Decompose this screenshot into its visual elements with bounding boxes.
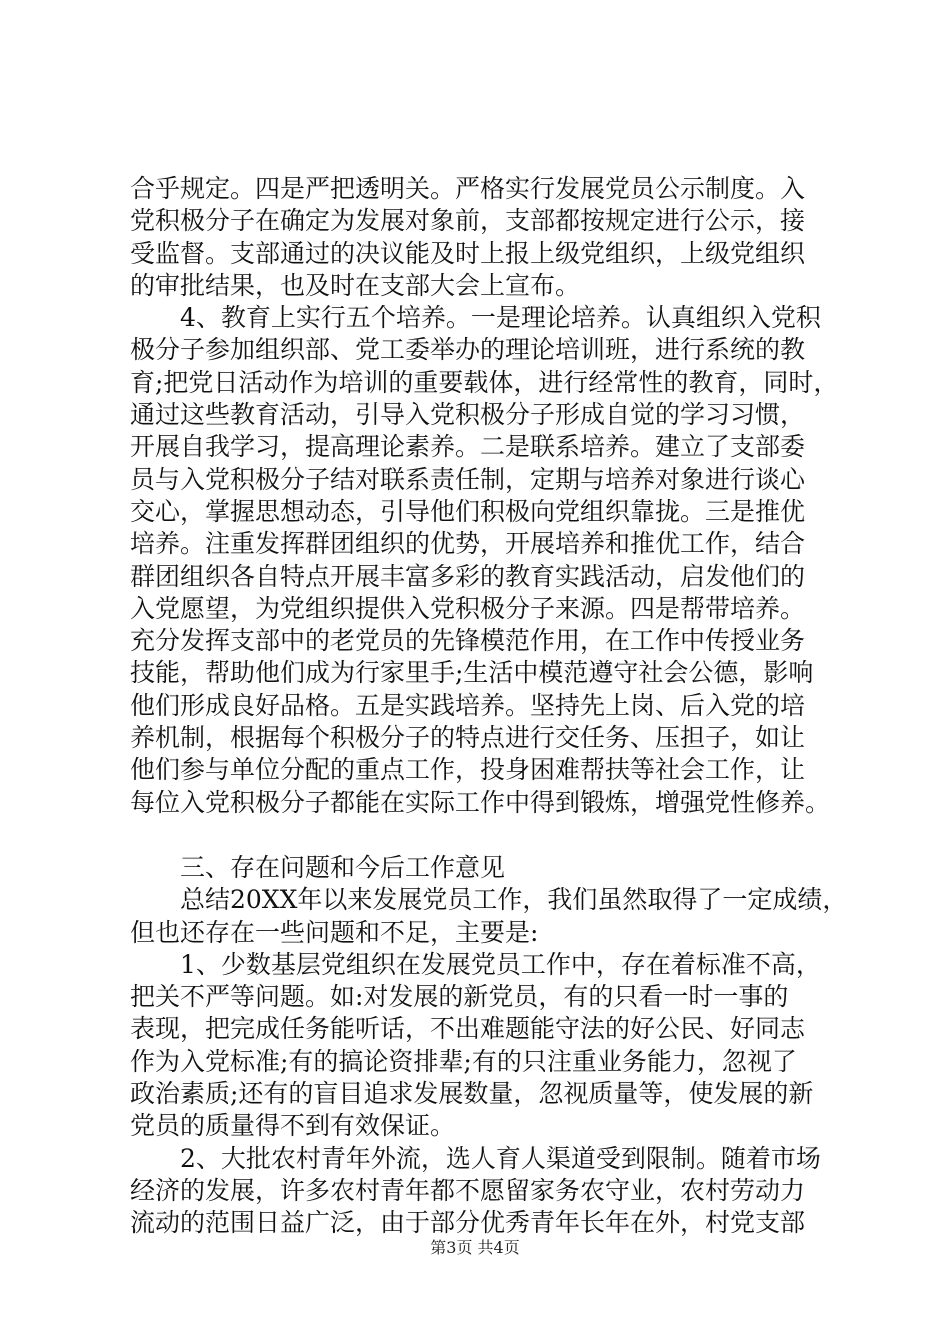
paragraph-line: 员与入党积极分子结对联系责任制，定期与培养对象进行谈心 [130,464,806,494]
paragraph-line: 养机制，根据每个积极分子的特点进行交任务、压担子，如让 [130,723,806,753]
paragraph-line: 通过这些教育活动，引导入党积极分子形成自觉的学习习惯， [130,400,806,430]
section-heading: 三、存在问题和今后工作意见 [180,852,506,882]
paragraph-line: 他们参与单位分配的重点工作，投身困难帮扶等社会工作，让 [130,755,806,785]
paragraph-line: 2、大批农村青年外流，选人育人渠道受到限制。随着市场 [180,1143,821,1173]
paragraph-line: 把关不严等问题。如:对发展的新党员，有的只看一时一事的 [130,982,789,1012]
paragraph-line: 表现，把完成任务能听话，不出难题能守法的好公民、好同志 [130,1014,806,1044]
paragraph-line: 充分发挥支部中的老党员的先锋模范作用，在工作中传授业务 [130,626,806,656]
paragraph-line: 党员的质量得不到有效保证。 [130,1111,456,1141]
paragraph-line: 入党愿望，为党组织提供入党积极分子来源。四是帮带培养。 [130,593,806,623]
paragraph-line: 培养。注重发挥群团组织的优势，开展培养和推优工作，结合 [130,529,806,559]
paragraph-line: 流动的范围日益广泛，由于部分优秀青年长年在外，村党支部 [130,1208,806,1238]
page-footer: 第3页 共4页 [430,1238,520,1257]
document-body [130,173,850,1240]
paragraph-line: 总结20XX年以来发展党员工作，我们虽然取得了一定成绩， [180,885,848,915]
section-spacer [130,819,850,852]
paragraph-line: 育;把党日活动作为培训的重要载体，进行经常性的教育，同时， [130,367,839,397]
paragraph-line: 合乎规定。四是严把透明关。严格实行发展党员公示制度。入 [130,174,806,203]
paragraph-line: 但也还存在一些问题和不足，主要是: [130,917,539,947]
paragraph-line: 经济的发展，许多农村青年都不愿留家务农守业，农村劳动力 [130,1175,806,1205]
paragraph-line: 作为入党标准;有的搞论资排辈;有的只注重业务能力，忽视了 [130,1046,797,1076]
paragraph-line: 极分子参加组织部、党工委举办的理论培训班，进行系统的教 [130,335,806,365]
paragraph-line: 他们形成良好品格。五是实践培养。坚持先上岗、后入党的培 [130,690,806,720]
paragraph-line: 4、教育上实行五个培养。一是理论培养。认真组织入党积 [180,303,821,333]
paragraph-line: 开展自我学习，提高理论素养。二是联系培养。建立了支部委 [130,432,806,462]
paragraph-line: 交心，掌握思想动态，引导他们积极向党组织靠拢。三是推优 [130,496,806,526]
paragraph-line: 技能，帮助他们成为行家里手;生活中模范遵守社会公德，影响 [130,658,814,688]
paragraph-line: 群团组织各自特点开展丰富多彩的教育实践活动，启发他们的 [130,561,806,591]
paragraph-line: 受监督。支部通过的决议能及时上报上级党组织，上级党组织 [130,238,806,268]
paragraph-line: 党积极分子在确定为发展对象前，支部都按规定进行公示，接 [130,206,806,236]
paragraph-line: 1、少数基层党组织在发展党员工作中，存在着标准不高， [180,949,821,979]
paragraph-line: 每位入党积极分子都能在实际工作中得到锻炼，增强党性修养。 [130,787,831,817]
paragraph-line: 的审批结果，也及时在支部大会上宣布。 [130,270,581,300]
paragraph-line: 政治素质;还有的盲目追求发展数量，忽视质量等，使发展的新 [130,1079,814,1109]
